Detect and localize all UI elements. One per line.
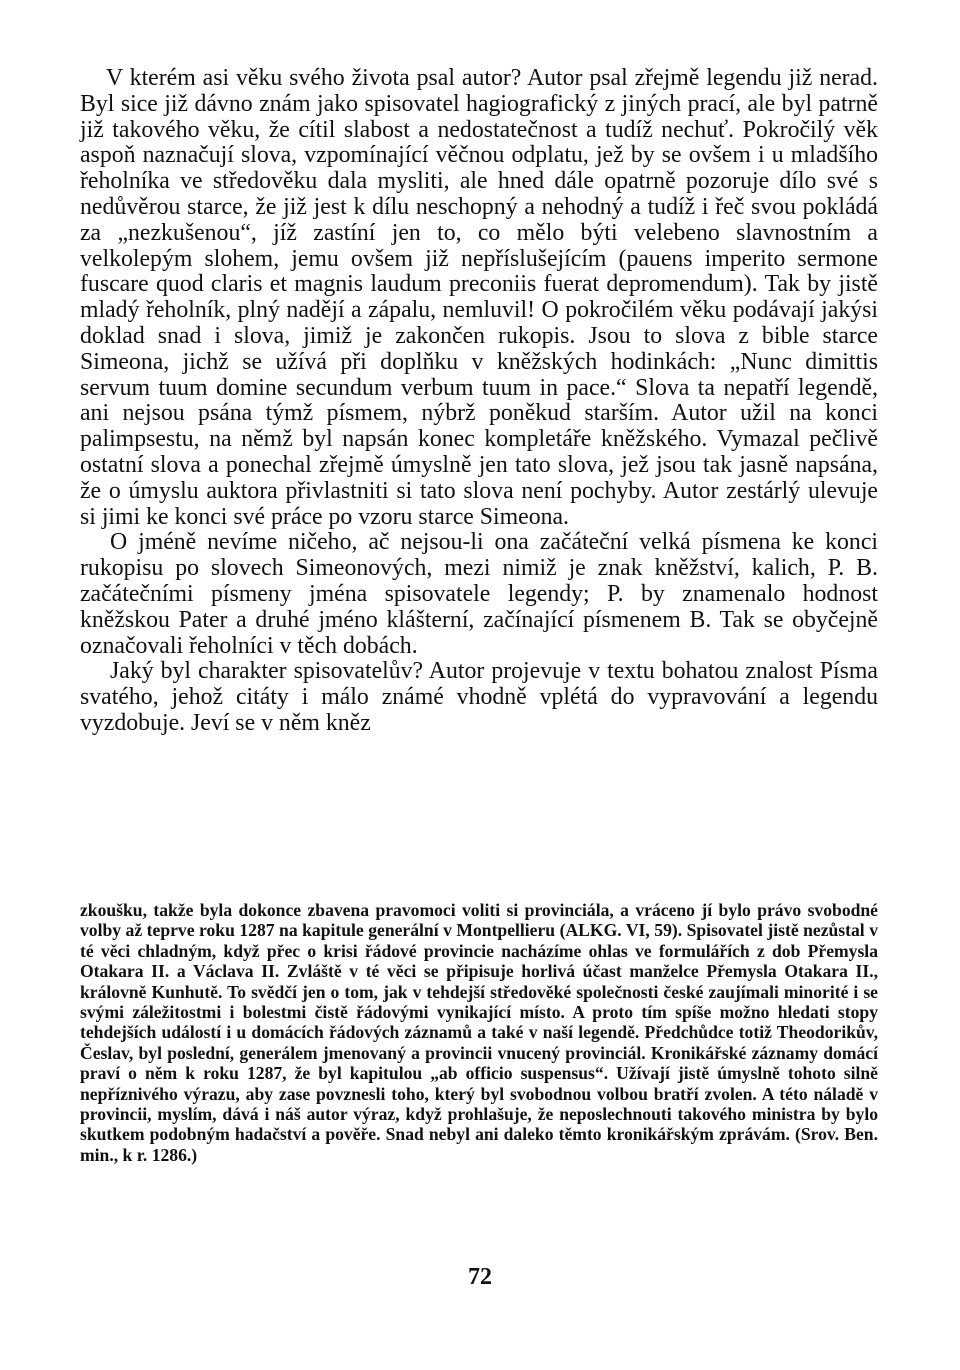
paragraph-author-name: O jméně nevíme ničeho, ač nejsou-li ona začáteční velká písmena ke konci rukopisu po slovech Simeonových, mezi nimiž je znak kněžství, kalich, P. B. začátečními písmeny jména spisovatele legendy; P. by znamenalo hodnost kněžskou Pater a druhé jméno klášterní, začínající písmenem B. Tak se obyčejně označovali řeholníci v těch dobách. [80, 529, 878, 659]
page-number: 72 [468, 1264, 492, 1290]
footnote-text: zkoušku, takže byla dokonce zbavena pravomoci voliti si provinciála, a vráceno jí bylo právo svobodné volby až teprve roku 1287 na kapitule generální v Montpellieru (ALKG. VI, 59). Spisovatel jistě nezůstal v té věci chladným, když přec o krisi řádové provincie nacházíme ohlas ve formulářích z dob Přemysla Otakara II. a Václava II. Zvláště v té věci se připisuje horlivá účast manželce Přemysla Otakara II., královně Kunhutě. To svědčí jen o tom, jak v tehdejší středověké společnosti české zaujímali minorité i se svými záležitostmi i bolestmi čistě řádovými vynikající místo. A proto tím spíše možno hledati stopy tehdejších událostí i u domácích řádových záznamů a také v naší legendě. Předchůdce totiž Theodorikův, Česlav, byl poslední, generálem jmenovaný a provincii vnucený provinciál. Kronikářské záznamy domácí praví o něm k roku 1287, že byl kapitulou „ab officio suspensus“. Užívají jistě úmyslně tohoto silně nepříznivého výrazu, aby zase povznesli toho, který byl svobodnou volbou bratří zvolen. A této náladě v provincii, myslím, dává i náš autor výraz, když prohlašuje, že neposlechnouti takového ministra by bylo skutkem podobným hadačství a pověře. Snad nebyl ani daleko těmto kronikářským zprávám. (Srov. Ben. min., k r. 1286.) [80, 900, 878, 1165]
paragraph-author-age: V kterém asi věku svého života psal autor? Autor psal zřejmě legendu již nerad. Byl sice již dávno znám jako spisovatel hagiografický z jiných prací, ale byl patrně již takového věku, že cítil slabost a nedostatečnost a tudíž nechuť. Pokročilý věk aspoň naznačují slova, vzpomínající věčnou odplatu, jež by se ovšem i u mladšího řeholníka ve středověku dala mysliti, ale hned dále opatrně pozoruje dílo své s nedůvěrou starce, že již jest k dílu neschopný a nehodný a tudíž i řeč svou pokládá za „nezkušenou“, jíž zastíní jen to, co mělo býti velebeno slavnostním a velkolepým slohem, jemu ovšem již nepříslušejícím (pauens imperito sermone fuscare quod claris et magnis laudum preconiis fuerat depromendum). Tak by jistě mladý řeholník, plný nadějí a zápalu, nemluvil! O pokročilém věku podávají jakýsi doklad snad i slova, jimiž je zakončen rukopis. Jsou to slova z bible starce Simeona, jichž se užívá při doplňku v kněžských hodinkách: „Nunc dimittis servum tuum domine secundum verbum tuum in pace.“ Slova ta nepatří legendě, ani nejsou psána týmž písmem, nýbrž poněkud starším. Autor užil na konci palimpsestu, na němž byl napsán konec kompletáře kněžského. Vymazal pečlivě ostatní slova a ponechal zřejmě úmyslně jen tato slova, jež jsou tak jasně napsána, že o úmyslu auktora přivlastniti si tato slova není pochyby. Autor zestárlý ulevuje si jimi ke konci své práce po vzoru starce Simeona. [80, 65, 878, 530]
main-text [80, 66, 878, 737]
footnote [80, 900, 878, 1165]
paragraph-author-character: Jaký byl charakter spisovatelův? Autor projevuje v textu bohatou znalost Písma svatého, jehož citáty i málo známé vhodně vplétá do vypravování a legendu vyzdobuje. Jeví se v něm kněz [80, 658, 878, 736]
